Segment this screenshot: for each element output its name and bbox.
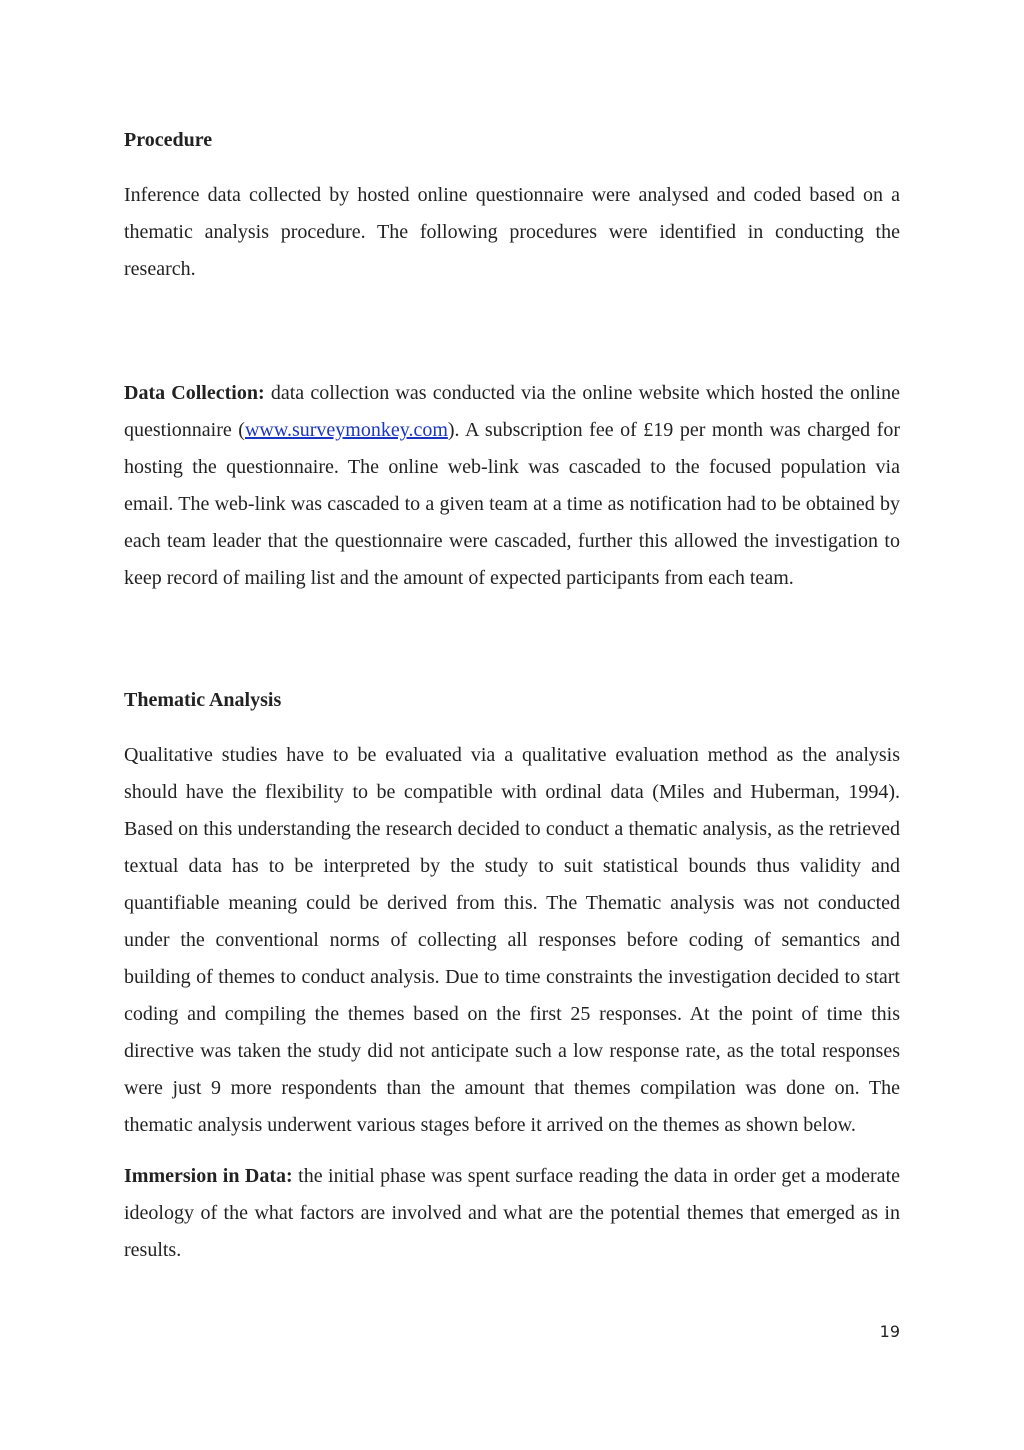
data-collection-text-2: ). A subscription fee of £19 per month was charged for hosting the questionnaire. The online web-link was cascaded to the focused population via email. The web-link was cascaded to a given team at a time as notification had to be obtained by each team leader that the questionnaire were cascaded, further this allowed the investigation to keep record of mailing list and the amount of expected participants from each team.: [124, 419, 901, 589]
thematic-analysis-paragraph: Qualitative studies have to be evaluated via a qualitative evaluation method as the analysis should have the flexibility to be compatible with ordinal data (Miles and Huberman, 1994). Based on this understanding the research decided to conduct a thematic analysis, as the retrieved textual data has to be interpreted by the study to suit statistical bounds thus validity and quantifiable meaning could be derived from this. The Thematic analysis was not conducted under the conventional norms of collecting all responses before coding of semantics and building of themes to conduct analysis. Due to time constraints the investigation decided to start coding and compiling the themes based on the first 25 responses. At the point of time this directive was taken the study did not anticipate such a low response rate, as the total responses were just 9 more respondents than the amount that themes compilation was done on. The thematic analysis underwent various stages before it arrived on the themes as shown below.: [124, 744, 900, 1136]
surveymonkey-link[interactable]: www.surveymonkey.com: [244, 419, 448, 441]
procedure-heading: Procedure: [124, 129, 213, 151]
data-collection-paragraph: [124, 375, 900, 597]
thematic-analysis-heading: Thematic Analysis: [124, 689, 282, 711]
data-collection-lead: Data Collection:: [124, 382, 265, 404]
page-number: 19: [879, 1322, 900, 1341]
procedure-paragraph: Inference data collected by hosted online questionnaire were analysed and coded based on a thematic analysis procedure. The following procedures were identified in conducting the research.: [124, 184, 900, 280]
immersion-lead: Immersion in Data:: [124, 1165, 293, 1187]
document-page: [124, 124, 900, 1269]
immersion-text: the initial phase was spent surface reading the data in order get a moderate ideology of the what factors are involved and what are the potential themes that emerged as in results.: [124, 1165, 900, 1261]
data-collection-text-1: data collection was conducted via the online website which hosted the online questionnaire (: [124, 382, 900, 441]
immersion-paragraph: [124, 1158, 900, 1269]
